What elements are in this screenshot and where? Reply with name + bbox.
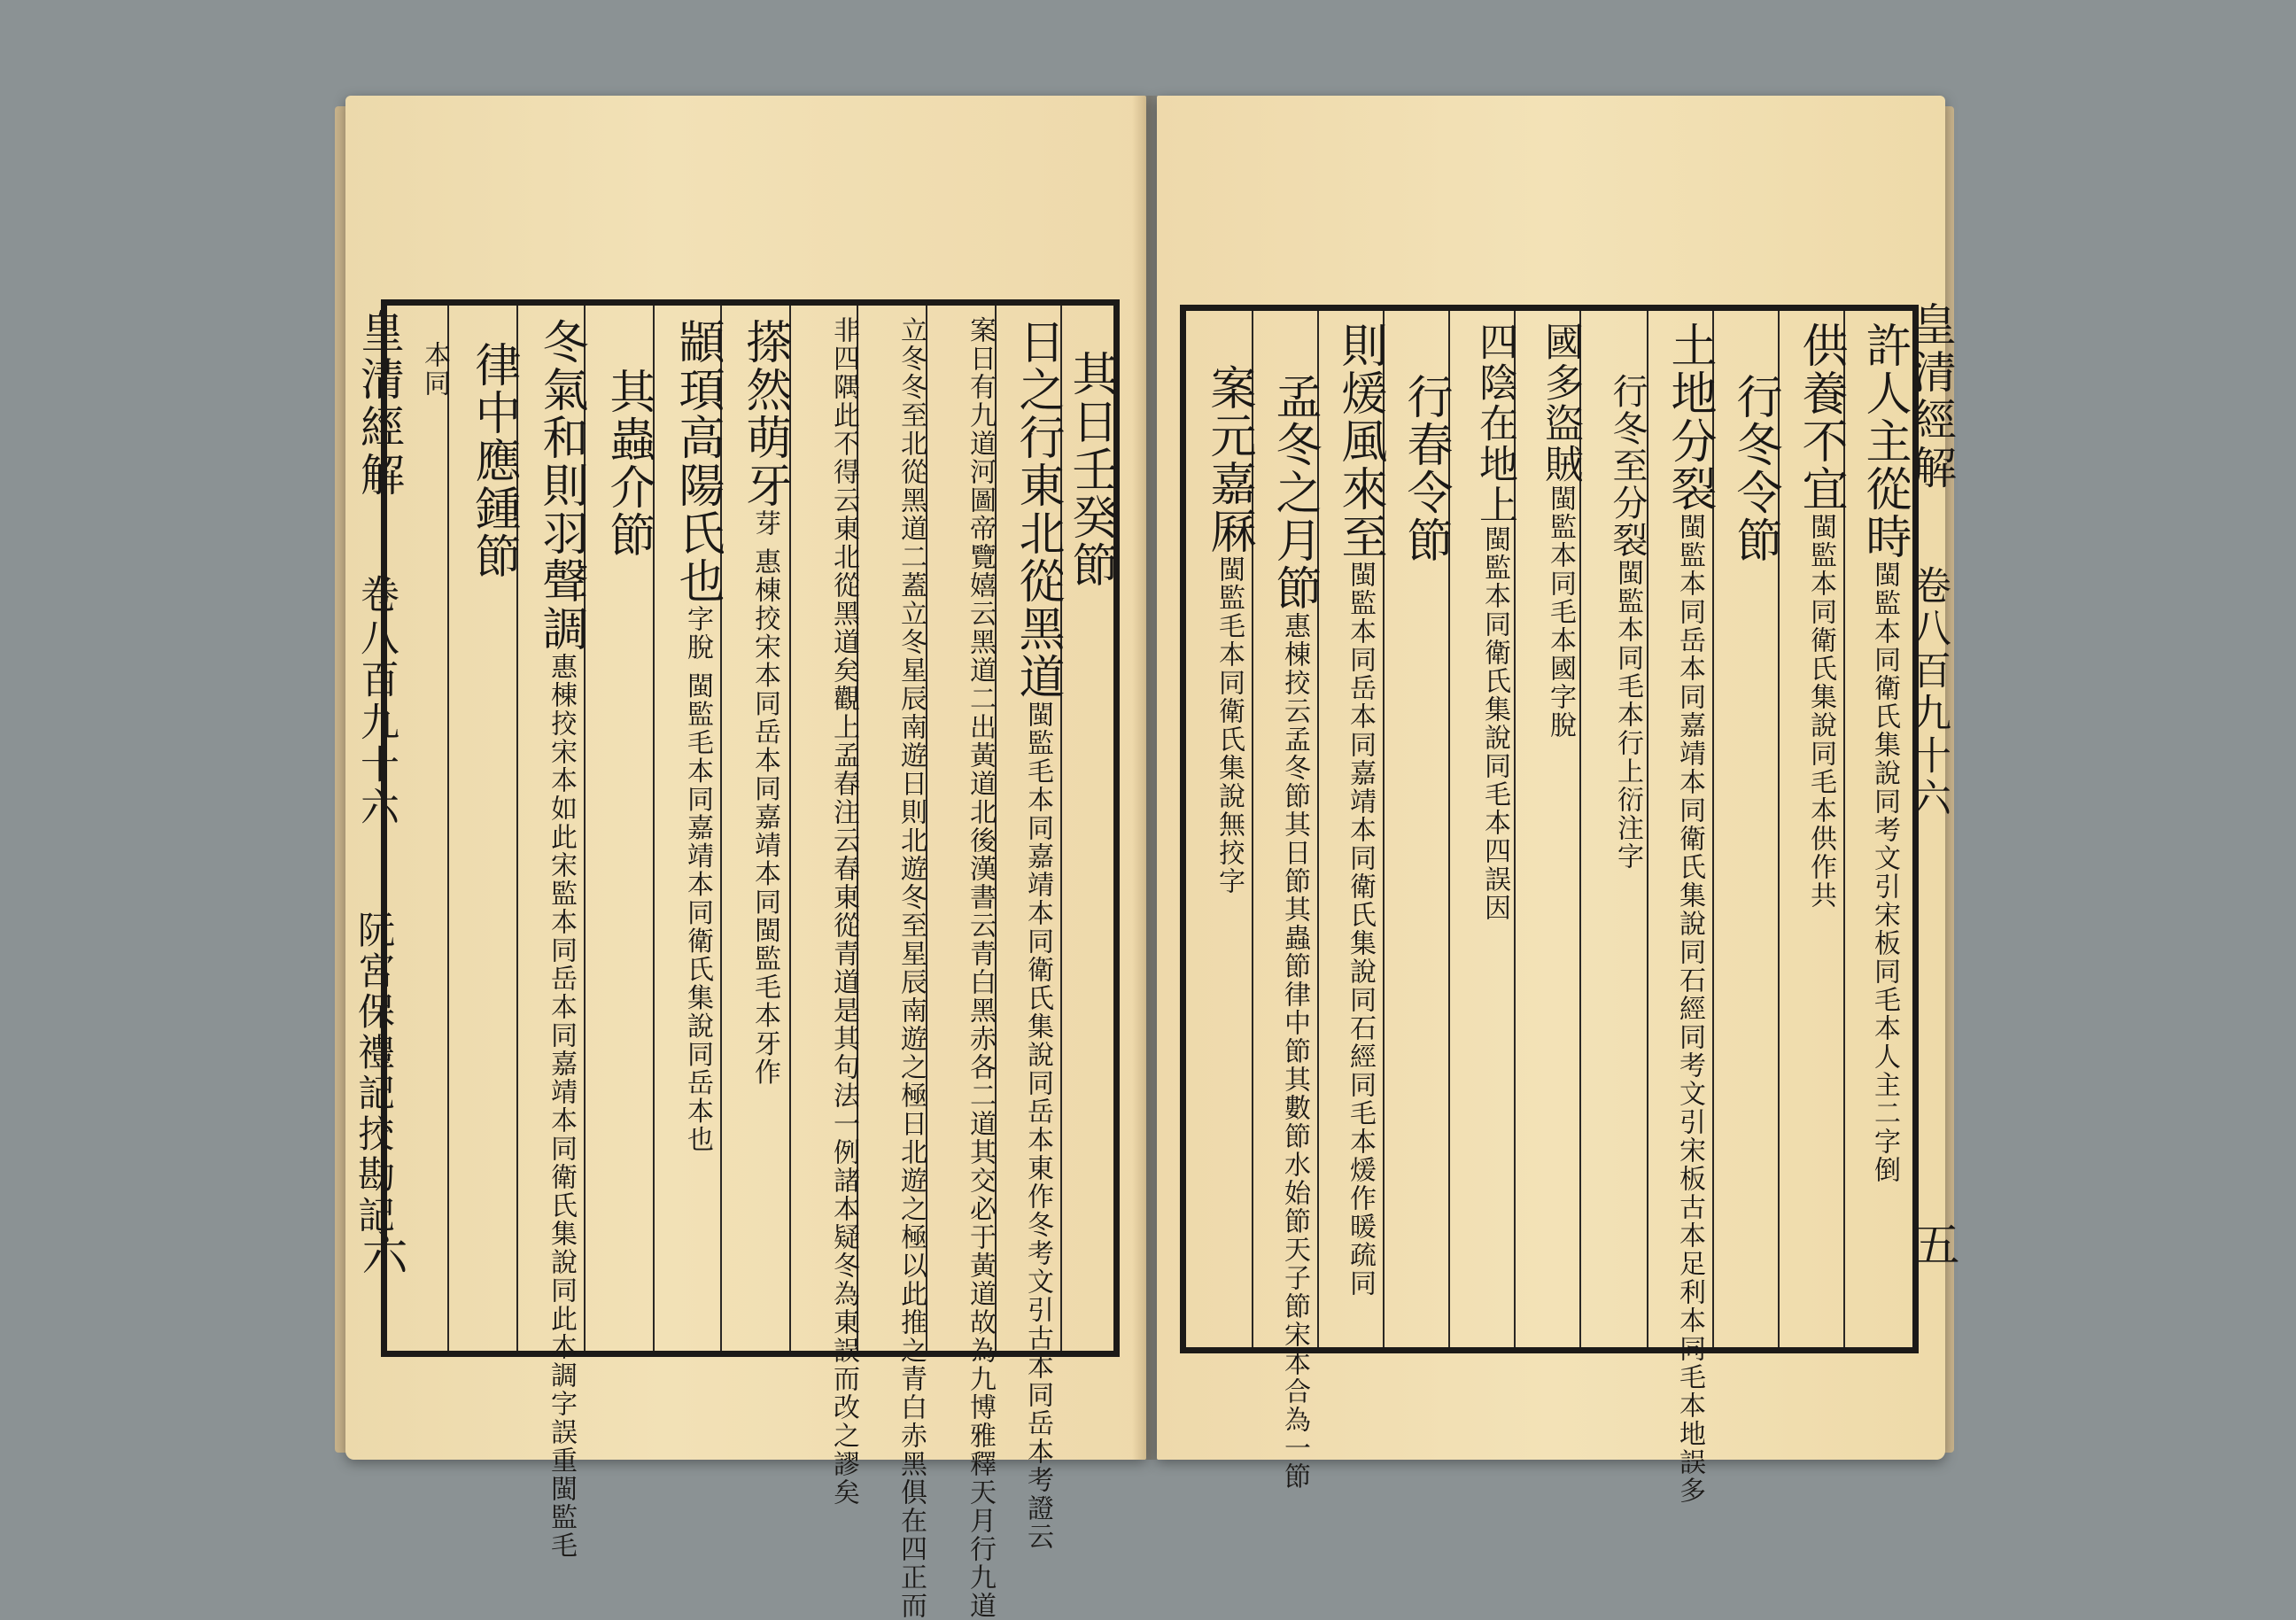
- right-volume-label: 卷八百九十六: [1905, 565, 1951, 820]
- entry-text: 則煖風來至: [1333, 322, 1386, 561]
- entry-text: 許人主從時: [1858, 322, 1911, 561]
- note-text: 惠棟挍云孟冬節其日節其蟲節律中節其數節水始節天子節宋本合為一節: [1279, 612, 1310, 1491]
- column-8: [584, 306, 655, 1351]
- column-10: [1252, 311, 1321, 1491]
- note-text: 字脫 閩監毛本同嘉靖本同衛氏集說同岳本也: [682, 605, 713, 1154]
- entry-text: 顓頊高陽氏也: [671, 318, 724, 605]
- note-text: 閩監本同衛氏集說同毛本四誤因: [1479, 525, 1510, 922]
- left-text-frame: [381, 299, 1120, 1620]
- note-text: 閩監毛本同嘉靖本同衛氏集說同岳本東作冬考文引古本同岳本考證云: [1022, 701, 1053, 1551]
- entry-text: 四陰在地上: [1472, 322, 1517, 525]
- note-text: 閩監本同衛氏集說同考文引宋板同毛本人主二字倒: [1869, 561, 1900, 1184]
- column-3: [1712, 311, 1781, 1347]
- column-2: [1778, 311, 1847, 1347]
- column-10: [447, 306, 520, 1351]
- note-text: 閩監本同岳本同嘉靖本同衛氏集說同石經同考文引宋板古本足利本同毛本地誤多: [1674, 513, 1705, 1505]
- entry-text: 搽然萌牙: [738, 318, 791, 509]
- entry-text: 案元嘉厤: [1202, 364, 1255, 555]
- column-1: [1060, 306, 1117, 1351]
- note-text: 立冬冬至北從黑道二蓋立冬星辰南遊日則北遊冬至星辰南遊之極日北遊之極以此推之青白赤黑俱在四正而: [896, 316, 927, 1620]
- note-text: 非四隅此不得云東北從黑道矣觀上孟春注云春東從青道是其句法一例諸本疑冬為東誤而改之謬矣: [828, 316, 859, 1507]
- note-text: 閩監本同岳本同嘉靖本同衛氏集說同石經同毛本煖作暖疏同: [1345, 561, 1376, 1298]
- entry-text: 土地分裂: [1663, 322, 1716, 513]
- entry-text: 國多盜賊: [1538, 322, 1583, 484]
- open-book: [328, 96, 1959, 1620]
- note-text: 本同: [419, 341, 450, 398]
- right-page-number: 五: [1905, 1221, 1959, 1270]
- note-text: 惠棟挍宋本如此宋監本同岳本同嘉靖本同衛氏集說同此本調字誤重閩監毛: [546, 653, 577, 1560]
- column-10-note: [391, 306, 450, 1351]
- right-book-title: 皇清經解: [1905, 301, 1957, 492]
- note-text: 芽 惠棟挍宋本同岳本同嘉靖本同閩監毛本牙作: [749, 509, 780, 1087]
- right-text-frame: [1180, 305, 1919, 1505]
- column-3: [926, 306, 996, 1620]
- entry-text: 冬氣和則羽聲調: [534, 318, 587, 653]
- left-author-title: 阮宮保禮記挍勘記: [353, 911, 396, 1236]
- right-page: [1157, 96, 1959, 1505]
- left-page: [345, 96, 1146, 1620]
- column-5: [789, 306, 859, 1507]
- column-4: [857, 306, 927, 1620]
- note-text: 閩監毛本同衛氏集說無挍字: [1214, 555, 1245, 895]
- column-8: [1383, 311, 1452, 1347]
- entry-text: 孟冬之月節: [1268, 373, 1321, 612]
- column-1: [1843, 311, 1911, 1347]
- heading-text: 行冬令節: [1728, 373, 1781, 564]
- column-9: [1317, 311, 1386, 1347]
- heading-text: 行春令節: [1399, 373, 1452, 564]
- column-7: [1448, 311, 1517, 1347]
- note-text: 閩監本同毛本行上衍注字: [1612, 559, 1643, 871]
- note-text: 案日有九道河圖帝覽嬉云黑道二出黃道北後漢書云青白黑赤各二道其交必于黃道故為九博雅釋天月行九道: [965, 316, 996, 1620]
- column-11: [1188, 311, 1255, 1347]
- entry-text: 日之行東北從黑道: [1011, 318, 1064, 701]
- heading-text: 律中應鍾節: [467, 341, 520, 580]
- left-page-number: 六: [353, 1229, 407, 1279]
- heading-text: 其日壬癸節: [1064, 350, 1117, 589]
- column-6: [1514, 311, 1583, 1347]
- column-7: [653, 306, 724, 1351]
- column-9: [516, 306, 587, 1560]
- column-5: [1579, 311, 1648, 1347]
- left-book-title: 皇清經解: [353, 308, 405, 500]
- left-volume-label: 卷八百九十六: [353, 574, 399, 829]
- entry-text: 行冬至分裂: [1607, 373, 1648, 559]
- heading-text: 其蟲介節: [601, 368, 655, 559]
- column-4: [1647, 311, 1716, 1505]
- column-2: [993, 306, 1064, 1551]
- column-6: [720, 306, 791, 1351]
- note-text: 閩監本同毛本國字脫: [1545, 484, 1576, 740]
- entry-text: 供養不宜: [1794, 322, 1847, 513]
- note-text: 閩監本同衛氏集說同毛本供作共: [1805, 513, 1836, 910]
